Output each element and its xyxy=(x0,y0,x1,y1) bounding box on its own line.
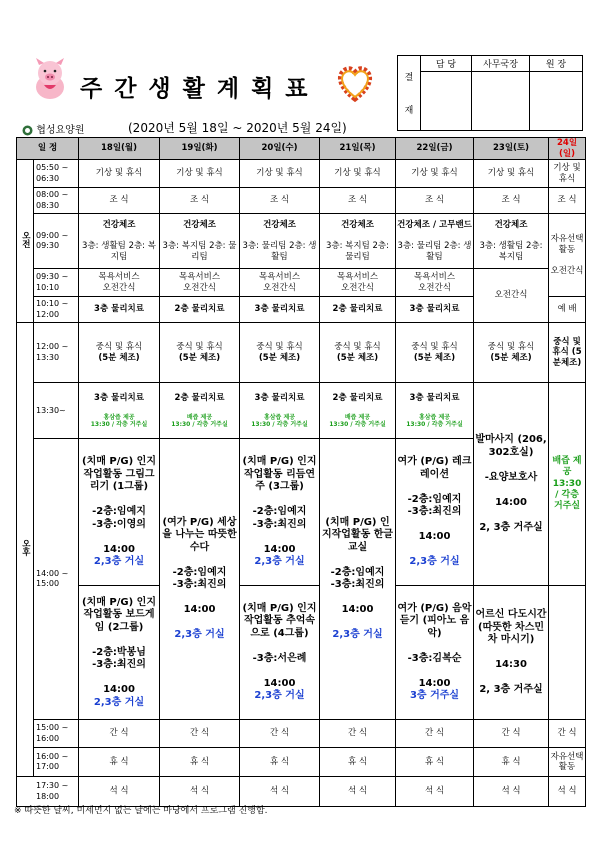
physio-tue: 2층 물리치료 xyxy=(160,297,240,323)
wake-sat: 기상 및 휴식 xyxy=(474,160,549,188)
exercise-label: 건강체조 xyxy=(263,220,296,230)
drink-note: 13:30 / 각층 거주실 xyxy=(406,421,463,429)
lunch-label: 중식 및 휴식 xyxy=(95,342,143,353)
wake-mon: 기상 및 휴식 xyxy=(79,160,160,188)
program-time: 14:30 xyxy=(495,659,527,670)
exercise-label: 건강체조 xyxy=(341,220,374,230)
wake-wed: 기상 및 휴식 xyxy=(240,160,320,188)
approval-col-manager: 담 당 xyxy=(421,56,472,72)
lunch-sat xyxy=(474,323,549,383)
wake-fri: 기상 및 휴식 xyxy=(396,160,474,188)
lunch-tue xyxy=(160,323,240,383)
pm-physio-mon xyxy=(79,383,160,439)
lunch-label: 중식 및 휴식 xyxy=(334,342,381,353)
lunch-note: (5분 체조) xyxy=(336,352,379,363)
program-staff: -3층:최진의 xyxy=(330,579,385,591)
period-morning xyxy=(17,160,34,323)
header-day-sat: 23일(토) xyxy=(474,138,549,160)
bath-label: 목욕서비스 xyxy=(98,272,140,283)
program-time: 14:00 xyxy=(183,604,216,616)
drink-label: 홍삼즙 제공 xyxy=(418,413,451,421)
rest-mon: 휴 식 xyxy=(79,748,160,777)
program-staff: -3층:이영의 xyxy=(92,518,146,530)
footnote: ※ 따뜻한 날씨, 미세먼지 없는 날에는 마당에서 프로그램 진행함. xyxy=(14,806,268,816)
snack-label: 오전간식 xyxy=(263,282,296,293)
pm-physio-tue xyxy=(160,383,240,439)
snack-label: 오전간식 xyxy=(341,282,374,293)
rest-sat: 휴 식 xyxy=(474,748,549,777)
exercise-fri xyxy=(396,214,474,269)
heart-wreath-icon xyxy=(335,63,375,103)
program-time: 14:00 xyxy=(103,543,135,555)
breakfast-mon: 조 식 xyxy=(79,188,160,214)
program-place: 2, 3층 거주실 xyxy=(479,684,543,695)
program-staff: -3층:김복순 xyxy=(407,652,462,664)
program-title: 발마사지 (206, 302호실) xyxy=(475,434,547,458)
snack-thu: 간 식 xyxy=(320,720,396,748)
drink-note: 13:30 / 각층 거주실 xyxy=(251,421,308,429)
program-staff: -2층:임예지 xyxy=(407,493,462,505)
snack-wed: 간 식 xyxy=(240,720,320,748)
breakfast-sun: 조 식 xyxy=(549,188,586,214)
header-day-tue: 19일(화) xyxy=(160,138,240,160)
lunch-label: 중식 및 휴식 xyxy=(411,342,458,353)
program-sat-b xyxy=(474,586,549,720)
sun-free-choice: 자유선택활동 xyxy=(550,234,584,255)
drink-label: 배즙 제공 xyxy=(186,413,213,421)
program-place: 2,3층 거실 xyxy=(93,556,145,567)
exercise-teams: 3층: 복지팀 2층: 물리팀 xyxy=(162,241,237,262)
snack-fri: 간 식 xyxy=(396,720,474,748)
physio-label: 3층 물리치료 xyxy=(254,392,305,403)
dinner-mon: 석 식 xyxy=(79,777,160,807)
program-place: 2, 3층 거주실 xyxy=(479,521,543,533)
wake-thu: 기상 및 휴식 xyxy=(320,160,396,188)
pm-physio-fri xyxy=(396,383,474,439)
worship-sun: 예 배 xyxy=(549,297,586,323)
org-name-text: 협성요양원 xyxy=(36,125,85,136)
program-time: 14:00 xyxy=(495,496,527,508)
physio-fri: 3층 물리치료 xyxy=(396,297,474,323)
program-title: (치매 P/G) 인지작업활동 그림그리기 (1그룹) xyxy=(82,456,156,492)
breakfast-fri: 조 식 xyxy=(396,188,474,214)
time-slot: 17:30 ~ 18:00 xyxy=(17,777,79,807)
program-mon-a xyxy=(79,439,160,586)
breakfast-tue: 조 식 xyxy=(160,188,240,214)
bath-label: 목욕서비스 xyxy=(413,272,456,283)
header-day-sun: 24일(일) xyxy=(549,138,586,160)
exercise-tue xyxy=(160,214,240,269)
program-staff: -2층:임예지 xyxy=(172,566,227,578)
bath-label: 목욕서비스 xyxy=(258,272,301,283)
program-place: 2,3층 거실 xyxy=(409,556,460,567)
program-title: (치매 P/G) 인지작업활동 보드게임 (2그룹) xyxy=(82,596,156,633)
dinner-sat: 석 식 xyxy=(474,777,549,807)
exercise-teams: 3층: 복지팀 2층: 물리팀 xyxy=(326,241,390,262)
pig-mascot-icon xyxy=(30,57,70,101)
lunch-note: (5분 체조) xyxy=(178,352,221,363)
dinner-wed: 석 식 xyxy=(240,777,320,807)
weekly-schedule-table xyxy=(16,137,586,807)
program-staff: -3층:최진의 xyxy=(252,518,307,530)
program-time: 14:00 xyxy=(341,604,374,616)
exercise-wed xyxy=(240,214,320,269)
period-afternoon-label: 오후 xyxy=(20,539,31,557)
approval-sign-3 xyxy=(530,72,583,131)
program-time: 14:00 xyxy=(418,677,451,689)
lunch-label: 중식 및 휴식 xyxy=(256,342,303,353)
lunch-sun: 중식 및 휴식 (5분체조) xyxy=(549,323,586,383)
time-slot: 10:10 ~ 12:00 xyxy=(34,297,79,323)
physio-label: 2층 물리치료 xyxy=(174,392,225,403)
program-title: 여가 (P/G) 음악듣기 (피아노 음악) xyxy=(397,602,472,639)
header-day-thu: 21일(목) xyxy=(320,138,396,160)
exercise-label: 건강체조 / 고무밴드 xyxy=(397,220,472,230)
program-staff: -2층:박봉님 xyxy=(92,646,146,658)
program-mon-b xyxy=(79,586,160,720)
drink-sun: 배즙 제공 13:30 / 각층 거주실 xyxy=(549,383,586,586)
approval-label-2: 재 xyxy=(404,106,414,116)
program-staff: -3층:최진의 xyxy=(172,579,227,591)
program-fri-a xyxy=(396,439,474,586)
exercise-label: 건강체조 xyxy=(102,220,136,230)
drink-note: 13:30 / 각층 거주실 xyxy=(90,421,148,429)
program-place: 2,3층 거실 xyxy=(332,629,383,641)
physio-label: 2층 물리치료 xyxy=(332,392,383,403)
drink-note: 13:30 / 각층 거주실 xyxy=(171,421,228,429)
exercise-sat xyxy=(474,214,549,269)
exercise-label: 건강체조 xyxy=(494,220,528,230)
program-time: 14:00 xyxy=(263,677,296,689)
lunch-note: (5분 체조) xyxy=(98,352,140,363)
exercise-teams: 3층: 생활팀 2층: 복지팀 xyxy=(82,241,156,262)
lunch-note: (5분 체조) xyxy=(258,352,301,363)
rest-thu: 휴 식 xyxy=(320,748,396,777)
snack-label: 오전간식 xyxy=(183,282,216,293)
program-place: 2,3층 거실 xyxy=(93,696,145,708)
program-staff: -2층:임예지 xyxy=(92,506,146,517)
exercise-label: 건강체조 xyxy=(183,220,216,230)
exercise-teams: 3층: 물리팀 2층: 생활팀 xyxy=(397,241,472,262)
bath-label: 목욕서비스 xyxy=(336,272,379,283)
program-thu xyxy=(320,439,396,720)
bath-tue xyxy=(160,269,240,297)
breakfast-thu: 조 식 xyxy=(320,188,396,214)
header-schedule: 일 정 xyxy=(17,138,79,160)
wake-sun: 기상 및 휴식 xyxy=(549,160,586,188)
rest-tue: 휴 식 xyxy=(160,748,240,777)
sun-morning xyxy=(549,214,586,297)
program-staff: -2층:임예지 xyxy=(252,506,307,517)
approval-sign-1 xyxy=(421,72,472,131)
snack-mon: 간 식 xyxy=(79,720,160,748)
page-title: 주간생활계획표 xyxy=(80,76,320,102)
pm-physio-wed xyxy=(240,383,320,439)
program-time: 14:00 xyxy=(263,543,296,555)
pm-physio-thu xyxy=(320,383,396,439)
drink-note: 13:30 / 각층 거주실 xyxy=(329,421,386,429)
bath-fri xyxy=(396,269,474,297)
program-staff: -2층:임예지 xyxy=(330,566,385,578)
approval-label-1: 결 xyxy=(404,73,414,83)
wake-tue: 기상 및 휴식 xyxy=(160,160,240,188)
lunch-label: 중식 및 휴식 xyxy=(487,342,535,353)
snack-sun: 간 식 xyxy=(549,720,586,748)
program-staff: -요양보호사 xyxy=(484,471,538,483)
drink-label: 홍삼즙 제공 xyxy=(263,413,296,421)
exercise-thu xyxy=(320,214,396,269)
period-morning-label: 오전 xyxy=(20,230,31,248)
lunch-fri xyxy=(396,323,474,383)
program-staff: -3층:서은례 xyxy=(252,652,307,664)
program-place: 2,3층 거실 xyxy=(254,690,305,702)
approval-label xyxy=(398,56,421,131)
snack-tue: 간 식 xyxy=(160,720,240,748)
bath-mon xyxy=(79,269,160,297)
lunch-note: (5분 체조) xyxy=(490,352,532,363)
sun-am-snack: 오전간식 xyxy=(550,265,584,276)
exercise-teams: 3층: 물리팀 2층: 생활팀 xyxy=(242,241,317,262)
snack-label: 오전간식 xyxy=(102,282,136,293)
header-day-fri: 22일(금) xyxy=(396,138,474,160)
program-staff: -3층:최진의 xyxy=(92,659,146,670)
org-name xyxy=(22,121,85,136)
exercise-teams: 3층: 생활팀 2층: 복지팀 xyxy=(479,241,543,262)
time-slot: 08:00 ~ 08:30 xyxy=(34,188,79,214)
program-title: (치매 P/G) 인지작업활동 추억속으로 (4그룹) xyxy=(242,602,317,639)
lunch-thu xyxy=(320,323,396,383)
dinner-thu: 석 식 xyxy=(320,777,396,807)
approval-sign-2 xyxy=(472,72,530,131)
rest-sun: 자유선택 활동 xyxy=(549,748,586,777)
breakfast-wed: 조 식 xyxy=(240,188,320,214)
header-day-mon: 18일(월) xyxy=(79,138,160,160)
program-staff: -3층:최진의 xyxy=(407,506,462,517)
snack-sat: 오전간식 xyxy=(474,269,549,323)
physio-label: 3층 물리치료 xyxy=(409,392,460,403)
physio-label: 3층 물리치료 xyxy=(94,392,144,403)
program-place: 2,3층 거실 xyxy=(174,629,225,641)
program-title: (여가 P/G) 세상을 나누는 따뜻한 수다 xyxy=(162,516,237,553)
program-time: 14:00 xyxy=(103,684,135,695)
bath-label: 목욕서비스 xyxy=(178,272,221,283)
program-wed-b xyxy=(240,586,320,720)
program-title: (치매 P/G) 인지작업활동 한글교실 xyxy=(321,516,394,553)
program-wed-a xyxy=(240,439,320,586)
time-slot: 15:00 ~ 16:00 xyxy=(34,720,79,748)
breakfast-sat: 조 식 xyxy=(474,188,549,214)
rest-wed: 휴 식 xyxy=(240,748,320,777)
dinner-tue: 석 식 xyxy=(160,777,240,807)
program-sat-a xyxy=(474,383,549,586)
exercise-mon xyxy=(79,214,160,269)
time-slot: 09:30 ~ 10:10 xyxy=(34,269,79,297)
time-slot: 16:00 ~ 17:00 xyxy=(34,748,79,777)
snack-label: 오전간식 xyxy=(418,282,451,293)
dinner-sun: 석 식 xyxy=(549,777,586,807)
lunch-label: 중식 및 휴식 xyxy=(176,342,223,353)
physio-wed: 3층 물리치료 xyxy=(240,297,320,323)
program-title: 여가 (P/G) 레크레이션 xyxy=(397,456,472,480)
approval-box xyxy=(397,55,583,131)
program-place: 3층 거주실 xyxy=(409,690,460,702)
program-tue xyxy=(160,439,240,720)
program-title: (치매 P/G) 인지작업활동 리듬연주 (3그룹) xyxy=(242,456,317,492)
physio-thu: 2층 물리치료 xyxy=(320,297,396,323)
approval-col-director: 사무국장 xyxy=(472,56,530,72)
program-time: 14:00 xyxy=(418,531,451,542)
time-slot: 13:30~ xyxy=(34,383,79,439)
lunch-mon xyxy=(79,323,160,383)
time-slot: 14:00 ~ 15:00 xyxy=(34,439,79,720)
approval-col-head: 원 장 xyxy=(530,56,583,72)
dinner-fri: 석 식 xyxy=(396,777,474,807)
drink-label: 홍삼즙 제공 xyxy=(103,413,135,421)
program-place: 2,3층 거실 xyxy=(254,556,305,567)
lunch-note: (5분 체조) xyxy=(413,352,456,363)
program-title: 어르신 다도시간 (따뜻한 차스민차 마시기) xyxy=(475,609,547,645)
schedule-period: (2020년 5월 18일 ~ 2020년 5월 24일) xyxy=(128,121,347,135)
bath-wed xyxy=(240,269,320,297)
lunch-wed xyxy=(240,323,320,383)
drink-label: 배즙 제공 xyxy=(344,413,371,421)
time-slot: 09:00 ~ 09:30 xyxy=(34,214,79,269)
program-fri-b xyxy=(396,586,474,720)
snack-sat: 간 식 xyxy=(474,720,549,748)
physio-mon: 3층 물리치료 xyxy=(79,297,160,323)
period-afternoon xyxy=(17,323,34,777)
rest-fri: 휴 식 xyxy=(396,748,474,777)
bath-thu xyxy=(320,269,396,297)
time-slot: 05:50 ~ 06:30 xyxy=(34,160,79,188)
header-day-wed: 20일(수) xyxy=(240,138,320,160)
org-logo-icon xyxy=(22,125,33,136)
time-slot: 12:00 ~ 13:30 xyxy=(34,323,79,383)
